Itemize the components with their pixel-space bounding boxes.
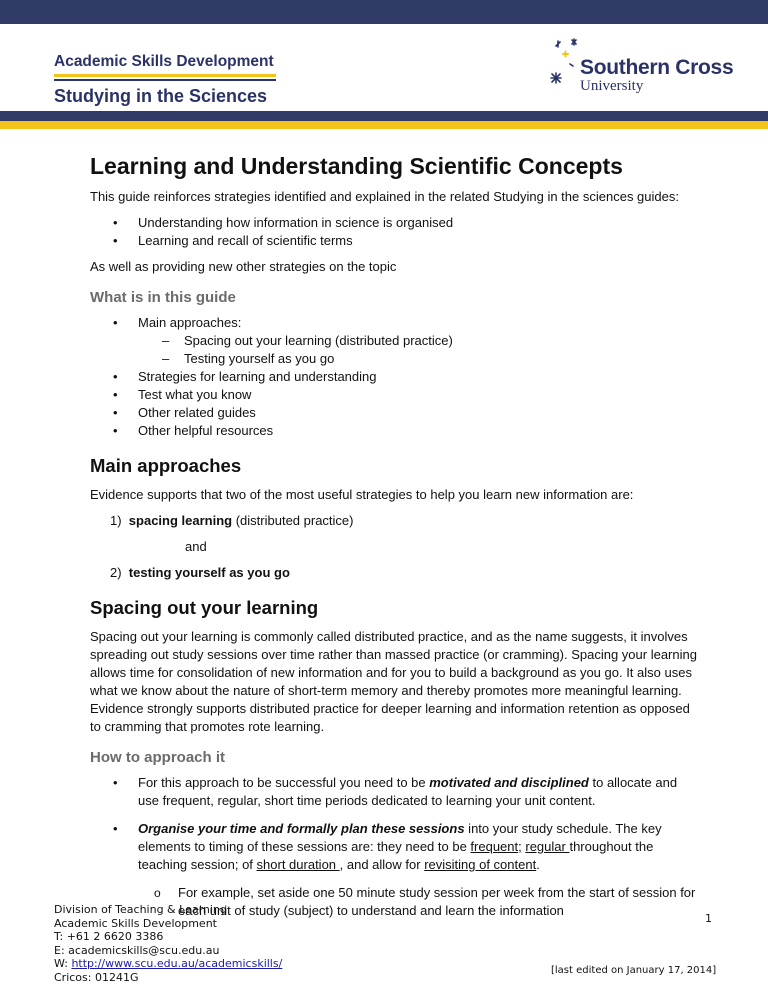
item-number: 1) [110,513,122,528]
toc-item: • Test what you know [90,386,700,404]
header-gold-rule [54,74,276,77]
footer-email: E: academicskills@scu.edu.au [54,943,220,957]
how-list-item [90,820,700,874]
header-branding [54,52,276,108]
spacing-paragraph: Spacing out your learning is commonly called distributed practice, and as the name suggests, it involves spreading out study sessions over time rather than massed practice (or cramming). Spacing your learning allows time for consolidation of new information and for you to build a background as you go. It also uses what we know about the nature of short-term memory and thereby promotes more meaningful learning. Evidence strongly supports distributed practice for deeper learning and information retention as opposed to cramming that promotes rote learning. [90,629,697,734]
item-number: 2) [110,565,122,580]
underlined-text: revisiting of content [424,857,537,872]
scu-logo [546,36,736,96]
toc-subitem: – Spacing out your learning (distributed practice) [90,332,700,350]
intro-list-item: • Learning and recall of scientific terms [90,232,700,250]
underlined-text: short duration [256,857,340,872]
toc-item: • Strategies for learning and understanding [90,368,700,386]
header-subtitle: Studying in the Sciences [54,86,268,106]
underlined-text: regular [525,839,570,854]
emphasis-text: Organise your time and formally plan these sessions [138,821,465,836]
header-navy-band [0,111,768,121]
toc-item: • Other related guides [90,404,700,422]
footer-division: Division of Teaching & Learning [54,903,227,916]
how-heading: How to approach it [90,749,225,766]
footer-phone: T: +61 2 6620 3386 [54,930,164,944]
footer-web-link[interactable]: http://www.scu.edu.au/academicskills/ [71,957,283,971]
header-navy-rule [54,79,276,81]
footer-cricos: Cricos: 01241G [54,970,139,984]
logo-wordmark: Southern Cross [580,56,734,79]
item-bold-term: testing yourself as you go [128,565,290,580]
top-color-bar [0,0,768,24]
spacing-heading: Spacing out your learning [90,597,319,618]
logo-subword: University [580,78,644,94]
last-edited-note: [last edited on January 17, 2014] [551,965,717,976]
toc-item-main: • Main approaches: [90,314,700,332]
and-connector: and [185,539,207,554]
text-run: to allocate and use frequent, regular, short time periods dedicated to learning your unit content. [138,775,678,808]
toc-subitem: – Testing yourself as you go [90,350,700,368]
header-gold-band [0,121,768,129]
document-title: Learning and Understanding Scientific Concepts [90,153,623,179]
intro-list-item: • Understanding how information in science is organised [90,214,700,232]
main-approaches-paragraph: Evidence supports that two of the most useful strategies to help you learn new information are: [90,487,634,502]
page-number: 1 [705,912,712,925]
intro-after-paragraph: As well as providing new other strategies on the topic [90,259,397,274]
emphasis-text: motivated and disciplined [429,775,589,790]
text-run: throughout the teaching session; of [138,839,654,872]
numbered-item [90,512,700,530]
header-org-title: Academic Skills Development [54,53,274,70]
main-approaches-list [90,512,700,582]
document-body [90,140,700,928]
how-list-item [90,774,700,810]
item-bold-term: spacing learning [128,513,233,528]
footer-web-prefix: W: [54,957,72,971]
intro-paragraph: This guide reinforces strategies identified and explained in the related Studying in the sciences guides: [90,189,679,204]
toc-item: • Other helpful resources [90,422,700,440]
text-run: For this approach to be successful you need to be [138,775,430,790]
southern-cross-stars-icon [546,36,582,92]
toc-heading: What is in this guide [90,289,236,306]
text-run: into your study schedule. The key elements to timing of these sessions are: they need to be [138,821,662,854]
numbered-item [90,564,700,582]
item-rest: (distributed practice) [232,513,354,528]
underlined-text: frequent; [470,839,522,854]
text-run: , and allow for [339,857,425,872]
footer-unit: Academic Skills Development [54,916,217,930]
text-run: . [536,857,540,872]
footer-contact [54,903,282,985]
toc-list [90,314,700,440]
how-list [90,774,700,920]
footer-web [54,957,282,971]
main-approaches-heading: Main approaches [90,455,242,476]
intro-list [90,214,700,250]
how-sub-item: o For example, set aside one 50 minute study session per week from the start of session for each unit of study (subject) to understand and learn the information [90,884,700,920]
